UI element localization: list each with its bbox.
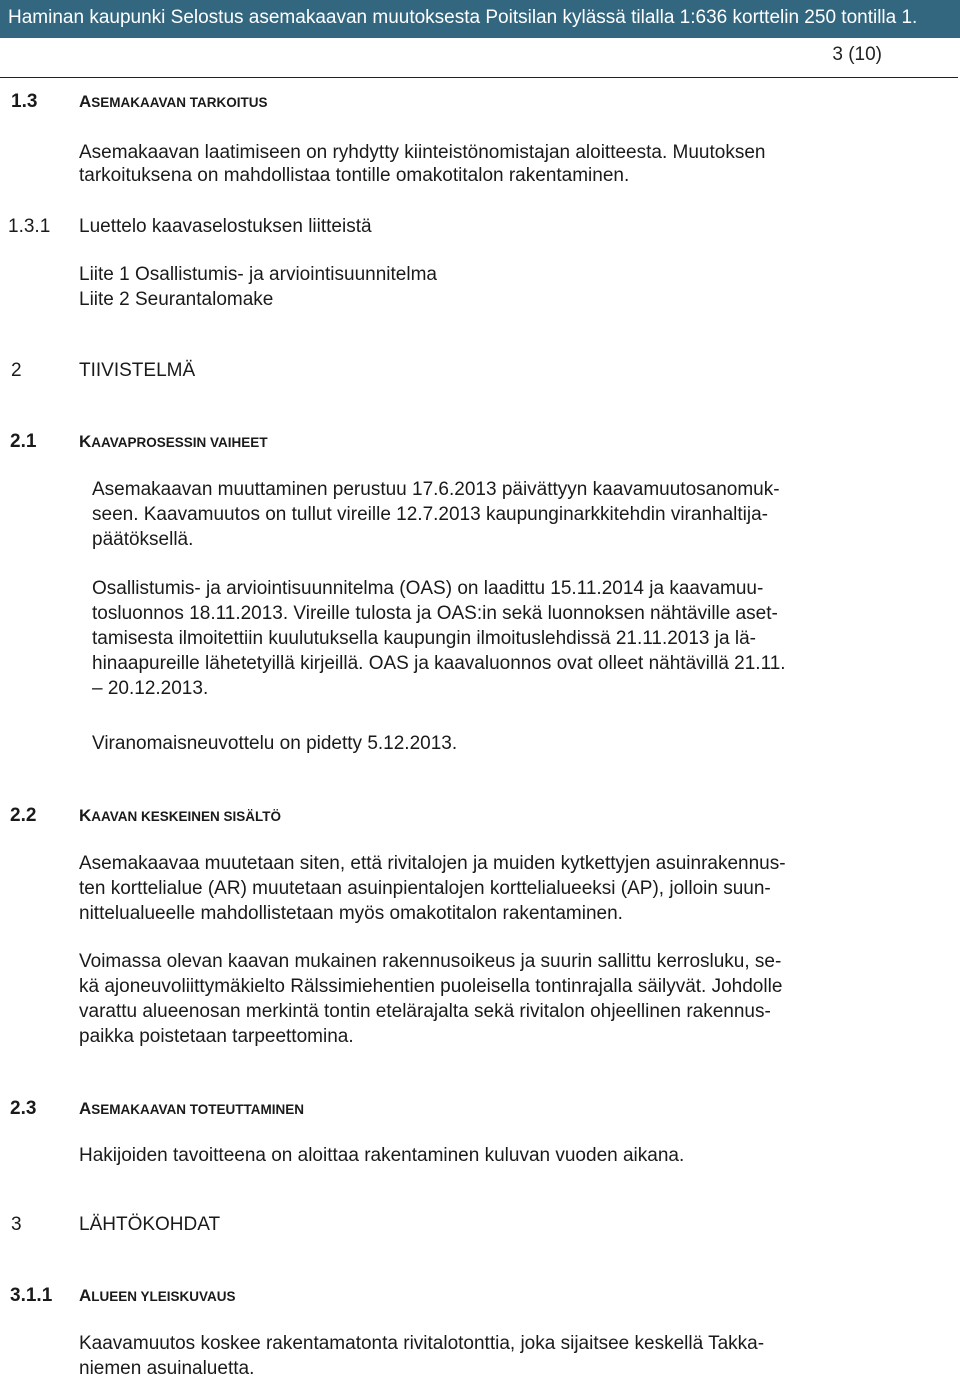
section-heading-3-1-1 (79, 1284, 236, 1309)
heading-initial: K (79, 432, 92, 451)
header-rule (0, 77, 958, 78)
paragraph-line: tamisesta ilmoitettiin kuulutuksella kaupungin ilmoituslehdissä 21.11.2013 ja lä- (92, 628, 756, 649)
paragraph-line: ten korttelialue (AR) muutetaan asuinpientalojen korttelialueeksi (AP), jolloin suun- (79, 878, 771, 899)
running-title: Haminan kaupunki Selostus asemakaavan muutoksesta Poitsilan kylässä tilalla 1:636 korttelin 250 tontilla 1. (8, 7, 918, 28)
paragraph-line: Hakijoiden tavoitteena on aloittaa rakentaminen kuluvan vuoden aikana. (79, 1145, 685, 1166)
paragraph-line: tarkoituksena on mahdollistaa tontille omakotitalon rakentaminen. (79, 165, 630, 186)
heading-rest: SEMAKAAVAN TOTEUTTAMINEN (91, 1102, 305, 1117)
page-number: 3 (10) (832, 44, 882, 65)
section-number-2-3: 2.3 (10, 1098, 37, 1119)
heading-rest: AAVAN KESKEINEN SISÄLTÖ (91, 809, 282, 824)
paragraph-line: kä ajoneuvoliittymäkielto Rälssimiehentien puoleisella tontinrajalla säilyvät. Johdolle (79, 976, 783, 997)
paragraph-line: niemen asuinaluetta. (79, 1358, 255, 1379)
section-heading-2-2 (79, 804, 281, 829)
paragraph-line: päätöksellä. (92, 529, 194, 550)
heading-rest: AAVAPROSESSIN VAIHEET (91, 435, 268, 450)
paragraph-line: seen. Kaavamuutos on tullut vireille 12.7.2013 kaupunginarkkitehdin viranhaltija- (92, 504, 768, 525)
section-number-2: 2 (11, 360, 22, 381)
heading-initial: A (79, 1286, 92, 1305)
section-number-1-3: 1.3 (11, 91, 38, 112)
section-heading-1-3 (79, 90, 268, 115)
paragraph-line: Voimassa olevan kaavan mukainen rakennusoikeus ja suurin sallittu kerrosluku, se- (79, 951, 782, 972)
section-number-3: 3 (11, 1214, 22, 1235)
section-heading-3: LÄHTÖKOHDAT (79, 1214, 221, 1235)
paragraph-line: Kaavamuutos koskee rakentamatonta rivitalotonttia, joka sijaitsee keskellä Takka- (79, 1333, 765, 1354)
heading-rest: LUEEN YLEISKUVAUS (91, 1289, 236, 1304)
section-number-1-3-1: 1.3.1 (8, 216, 51, 237)
paragraph-line: – 20.12.2013. (92, 678, 209, 699)
running-header (0, 0, 960, 38)
paragraph-line: Asemakaavaa muutetaan siten, että rivitalojen ja muiden kytkettyjen asuinrakennus- (79, 853, 786, 874)
section-number-3-1-1: 3.1.1 (10, 1285, 53, 1306)
paragraph-line: nittelualueelle mahdollistetaan myös omakotitalon rakentaminen. (79, 903, 623, 924)
heading-initial: A (79, 92, 92, 111)
paragraph-line: Osallistumis- ja arviointisuunnitelma (OAS) on laadittu 15.11.2014 ja kaavamuu- (92, 578, 764, 599)
heading-initial: A (79, 1099, 92, 1118)
paragraph-line: hinaapureille lähetetyillä kirjeillä. OAS ja kaavaluonnos ovat olleet nähtävillä 21.11. (92, 653, 786, 674)
paragraph-line: Asemakaavan muuttaminen perustuu 17.6.2013 päivättyyn kaavamuutosanomuk- (92, 479, 780, 500)
paragraph-line: varattu alueenosan merkintä tontin etelärajalta sekä rivitalon ohjeellinen rakennus- (79, 1001, 771, 1022)
section-number-2-1: 2.1 (10, 431, 37, 452)
heading-rest: SEMAKAAVAN TARKOITUS (91, 95, 268, 110)
heading-initial: K (79, 806, 92, 825)
paragraph-line: tosluonnos 18.11.2013. Vireille tulosta ja OAS:in sekä luonnoksen nähtäville aset- (92, 603, 778, 624)
section-heading-2: TIIVISTELMÄ (79, 360, 196, 381)
attachment-item: Liite 1 Osallistumis- ja arviointisuunnitelma (79, 264, 437, 285)
paragraph-line: Viranomaisneuvottelu on pidetty 5.12.2013. (92, 733, 458, 754)
paragraph-line: Asemakaavan laatimiseen on ryhdytty kiinteistönomistajan aloitteesta. Muutoksen (79, 142, 766, 163)
section-number-2-2: 2.2 (10, 805, 37, 826)
section-heading-1-3-1: Luettelo kaavaselostuksen liitteistä (79, 216, 372, 237)
section-heading-2-3 (79, 1097, 304, 1122)
attachment-item: Liite 2 Seurantalomake (79, 289, 274, 310)
paragraph-line: paikka poistetaan tarpeettomina. (79, 1026, 354, 1047)
section-heading-2-1 (79, 430, 268, 455)
